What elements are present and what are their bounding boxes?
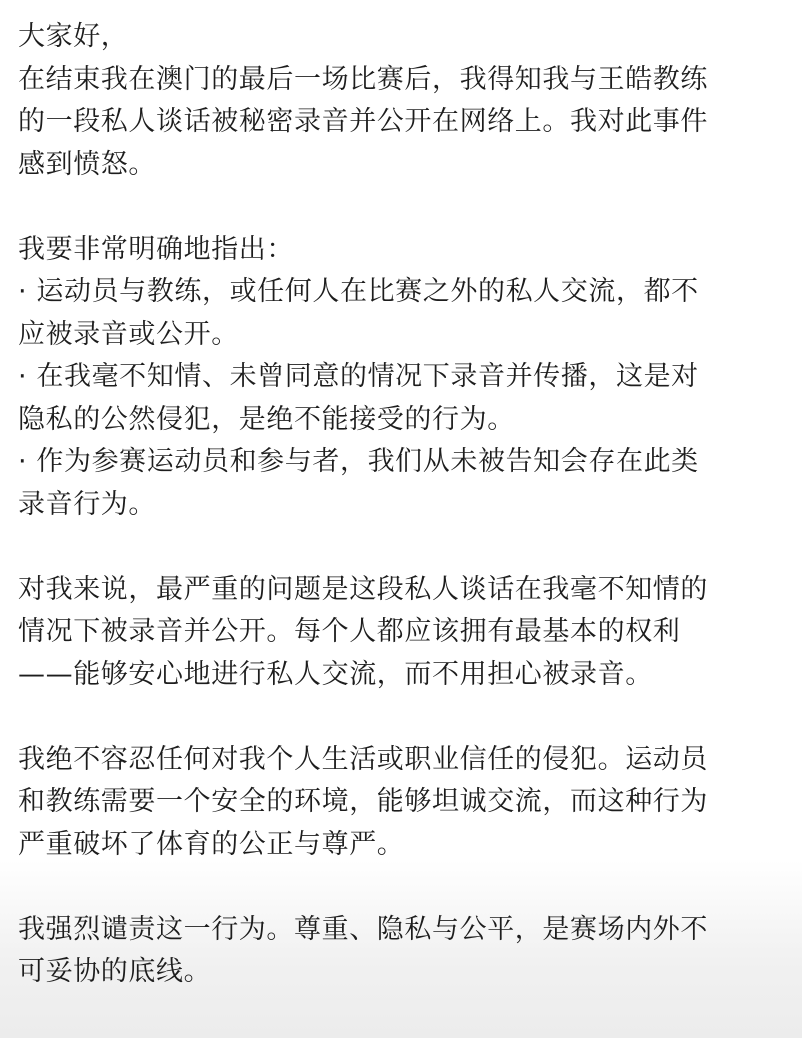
text-line: 我绝不容忍任何对我个人生活或职业信任的侵犯。运动员 [18,743,708,775]
text-line: 我要非常明确地指出： [18,233,294,265]
paragraph-issue [18,569,788,697]
paragraph-spacer [18,526,788,569]
text-line: 和教练需要一个安全的环境，能够坦诚交流，而这种行为 [18,786,708,817]
paragraph-condemn [18,909,788,994]
text-line: ——能够安心地进行私人交流，而不用担心被录音。 [18,658,653,690]
text-line: 可妥协的底线。 [18,956,212,987]
paragraph-points [18,229,788,527]
text-line: 对我来说，最严重的问题是这段私人谈话在我毫不知情的 [18,573,708,605]
text-line: 感到愤怒。 [18,148,156,180]
text-line: 我强烈谴责这一行为。尊重、隐私与公平，是赛场内外不 [18,913,708,945]
text-line: 的一段私人谈话被秘密录音并公开在网络上。我对此事件 [18,106,708,137]
text-line: 应被录音或公开。 [18,318,239,350]
paragraph-tolerance [18,739,788,867]
paragraph-greeting [18,16,788,186]
text-line: 大家好， [18,21,129,52]
bullet-line: · 作为参赛运动员和参与者，我们从未被告知会存在此类 [18,446,699,477]
text-line: 情况下被录音并公开。每个人都应该拥有最基本的权利 [18,616,681,647]
bullet-line: · 在我毫不知情、未曾同意的情况下录音并传播，这是对 [18,361,699,392]
paragraph-spacer [18,696,788,739]
text-line: 严重破坏了体育的公正与尊严。 [18,828,405,860]
paragraph-spacer [18,186,788,229]
text-line: 在结束我在澳门的最后一场比赛后，我得知我与王皓教练 [18,63,708,95]
paragraph-spacer [18,866,788,909]
text-line: 录音行为。 [18,488,156,520]
bullet-line: · 运动员与教练，或任何人在比赛之外的私人交流，都不 [18,276,699,307]
text-line: 隐私的公然侵犯，是绝不能接受的行为。 [18,403,515,435]
